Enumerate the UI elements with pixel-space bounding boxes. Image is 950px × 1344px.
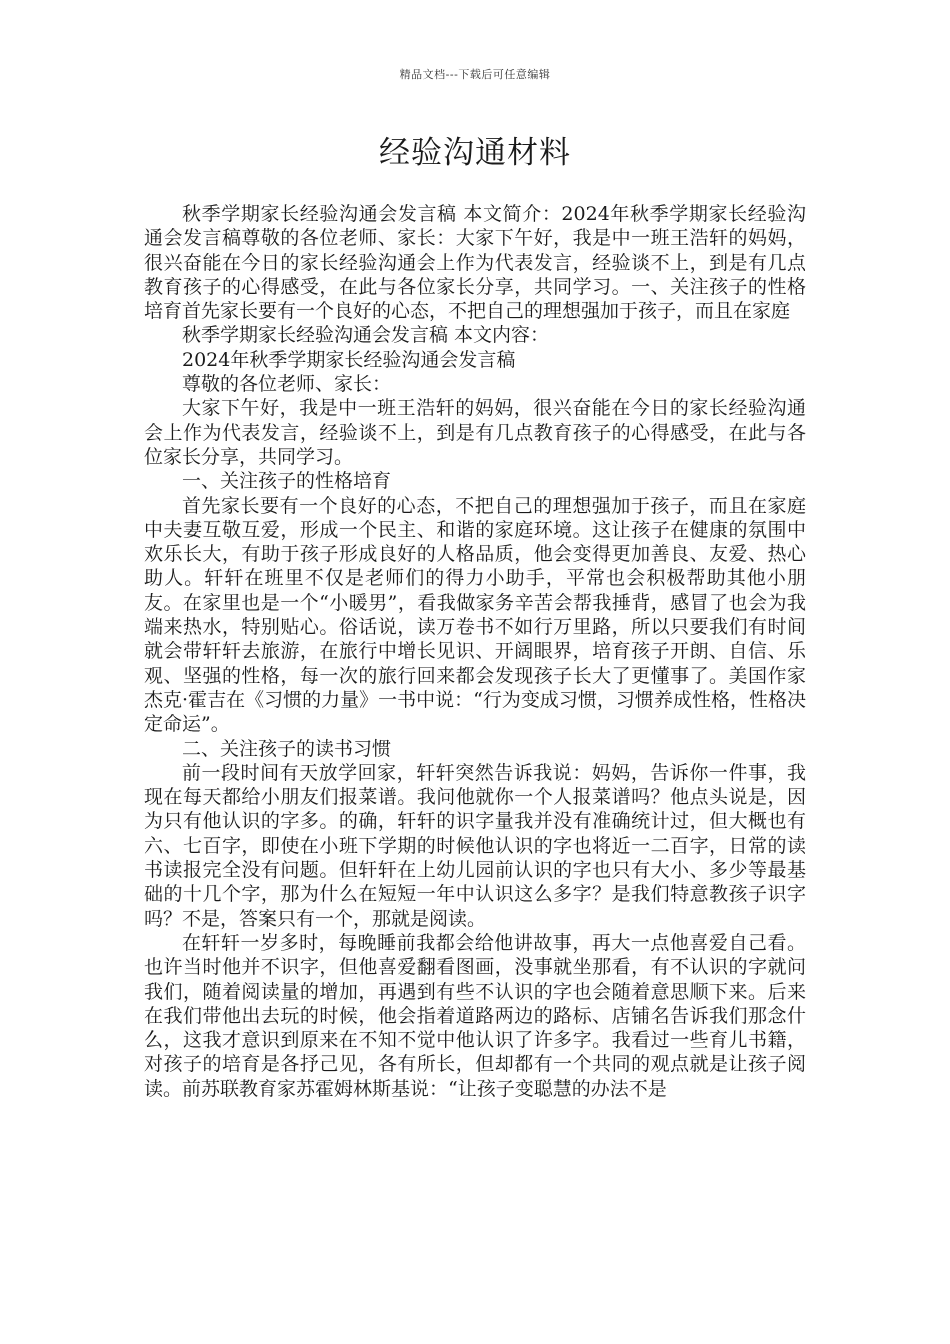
- paragraph-abstract: 秋季学期家长经验沟通会发言稿 本文简介：2024年秋季学期家长经验沟通会发言稿尊敬的各位老师、家长：大家下午好，我是中一班王浩轩的妈妈，很兴奋能在今日的家长经验沟通会上作为代表发言，经验谈不上，到是有几点教育孩子的心得感受，在此与各位家长分享，共同学习。一、关注孩子的性格培育首先家长要有一个良好的心态，不把自己的理想强加于孩子，而且在家庭: [144, 203, 806, 323]
- document-title: 经验沟通材料: [379, 135, 571, 171]
- paragraph-speech-title: 2024年秋季学期家长经验沟通会发言稿: [182, 348, 516, 371]
- section-heading-1: 一、关注孩子的性格培育: [182, 470, 392, 493]
- paragraph-reading-1: 前一段时间有天放学回家，轩轩突然告诉我说：妈妈，告诉你一件事，我现在每天都给小朋友们报菜谱。我问他就你一个人报菜谱吗？他点头说是，因为只有他认识的字多。的确，轩轩的识字量我并没有准确统计过，但大概也有六、七百字，即使在小班下学期的时候他认识的字也将近一二百字，日常的读书读报完全没有问题。但轩轩在上幼儿园前认识的字也只有大小、多少等最基础的十几个字，那为什么在短短一年中认识这么多字？是我们特意教孩子识字吗？不是，答案只有一个，那就是阅读。: [144, 761, 806, 930]
- paragraph-reading-2: 在轩轩一岁多时，每晚睡前我都会给他讲故事，再大一点他喜爱自己看。也许当时他并不识字，但他喜爱翻看图画，没事就坐那看，有不认识的字就问我们，随着阅读量的增加，再遇到有些不认识的字也会随着意思顺下来。后来在我们带他出去玩的时候，他会指着道路两边的路标、店铺名告诉我们那念什么，这我才意识到原来在不知不觉中他认识了许多字。我看过一些育儿书籍，对孩子的培育是各抒己见，各有所长，但却都有一个共同的观点就是让孩子阅读。前苏联教育家苏霍姆林斯基说：“让孩子变聪慧的办法不是: [144, 931, 806, 1100]
- document-body: [144, 202, 806, 1101]
- paragraph-salutation: 尊敬的各位老师、家长：: [182, 373, 392, 396]
- section-heading-2: 二、关注孩子的读书习惯: [182, 737, 392, 760]
- paragraph-greeting: 大家下午好，我是中一班王浩轩的妈妈，很兴奋能在今日的家长经验沟通会上作为代表发言，经验谈不上，到是有几点教育孩子的心得感受，在此与各位家长分享，共同学习。: [144, 397, 806, 468]
- paragraph-character: 首先家长要有一个良好的心态，不把自己的理想强加于孩子，而且在家庭中夫妻互敬互爱，形成一个民主、和谐的家庭环境。这让孩子在健康的氛围中欢乐长大，有助于孩子形成良好的人格品质，他会变得更加善良、友爱、热心助人。轩轩在班里不仅是老师们的得力小助手，平常也会积极帮助其他小朋友。在家里也是一个“小暖男”，看我做家务辛苦会帮我捶背，感冒了也会为我端来热水，特别贴心。俗话说，读万卷书不如行万里路，所以只要我们有时间就会带轩轩去旅游，在旅行中增长见识、开阔眼界，培育孩子开朗、自信、乐观、坚强的性格，每一次的旅行回来都会发现孩子长大了更懂事了。美国作家杰克·霍吉在《习惯的力量》一书中说：“行为变成习惯，习惯养成性格，性格决定命运”。: [144, 494, 806, 736]
- header-note: 精品文档---下载后可任意编辑: [399, 68, 551, 81]
- paragraph-content-intro: 秋季学期家长经验沟通会发言稿 本文内容：: [182, 324, 550, 347]
